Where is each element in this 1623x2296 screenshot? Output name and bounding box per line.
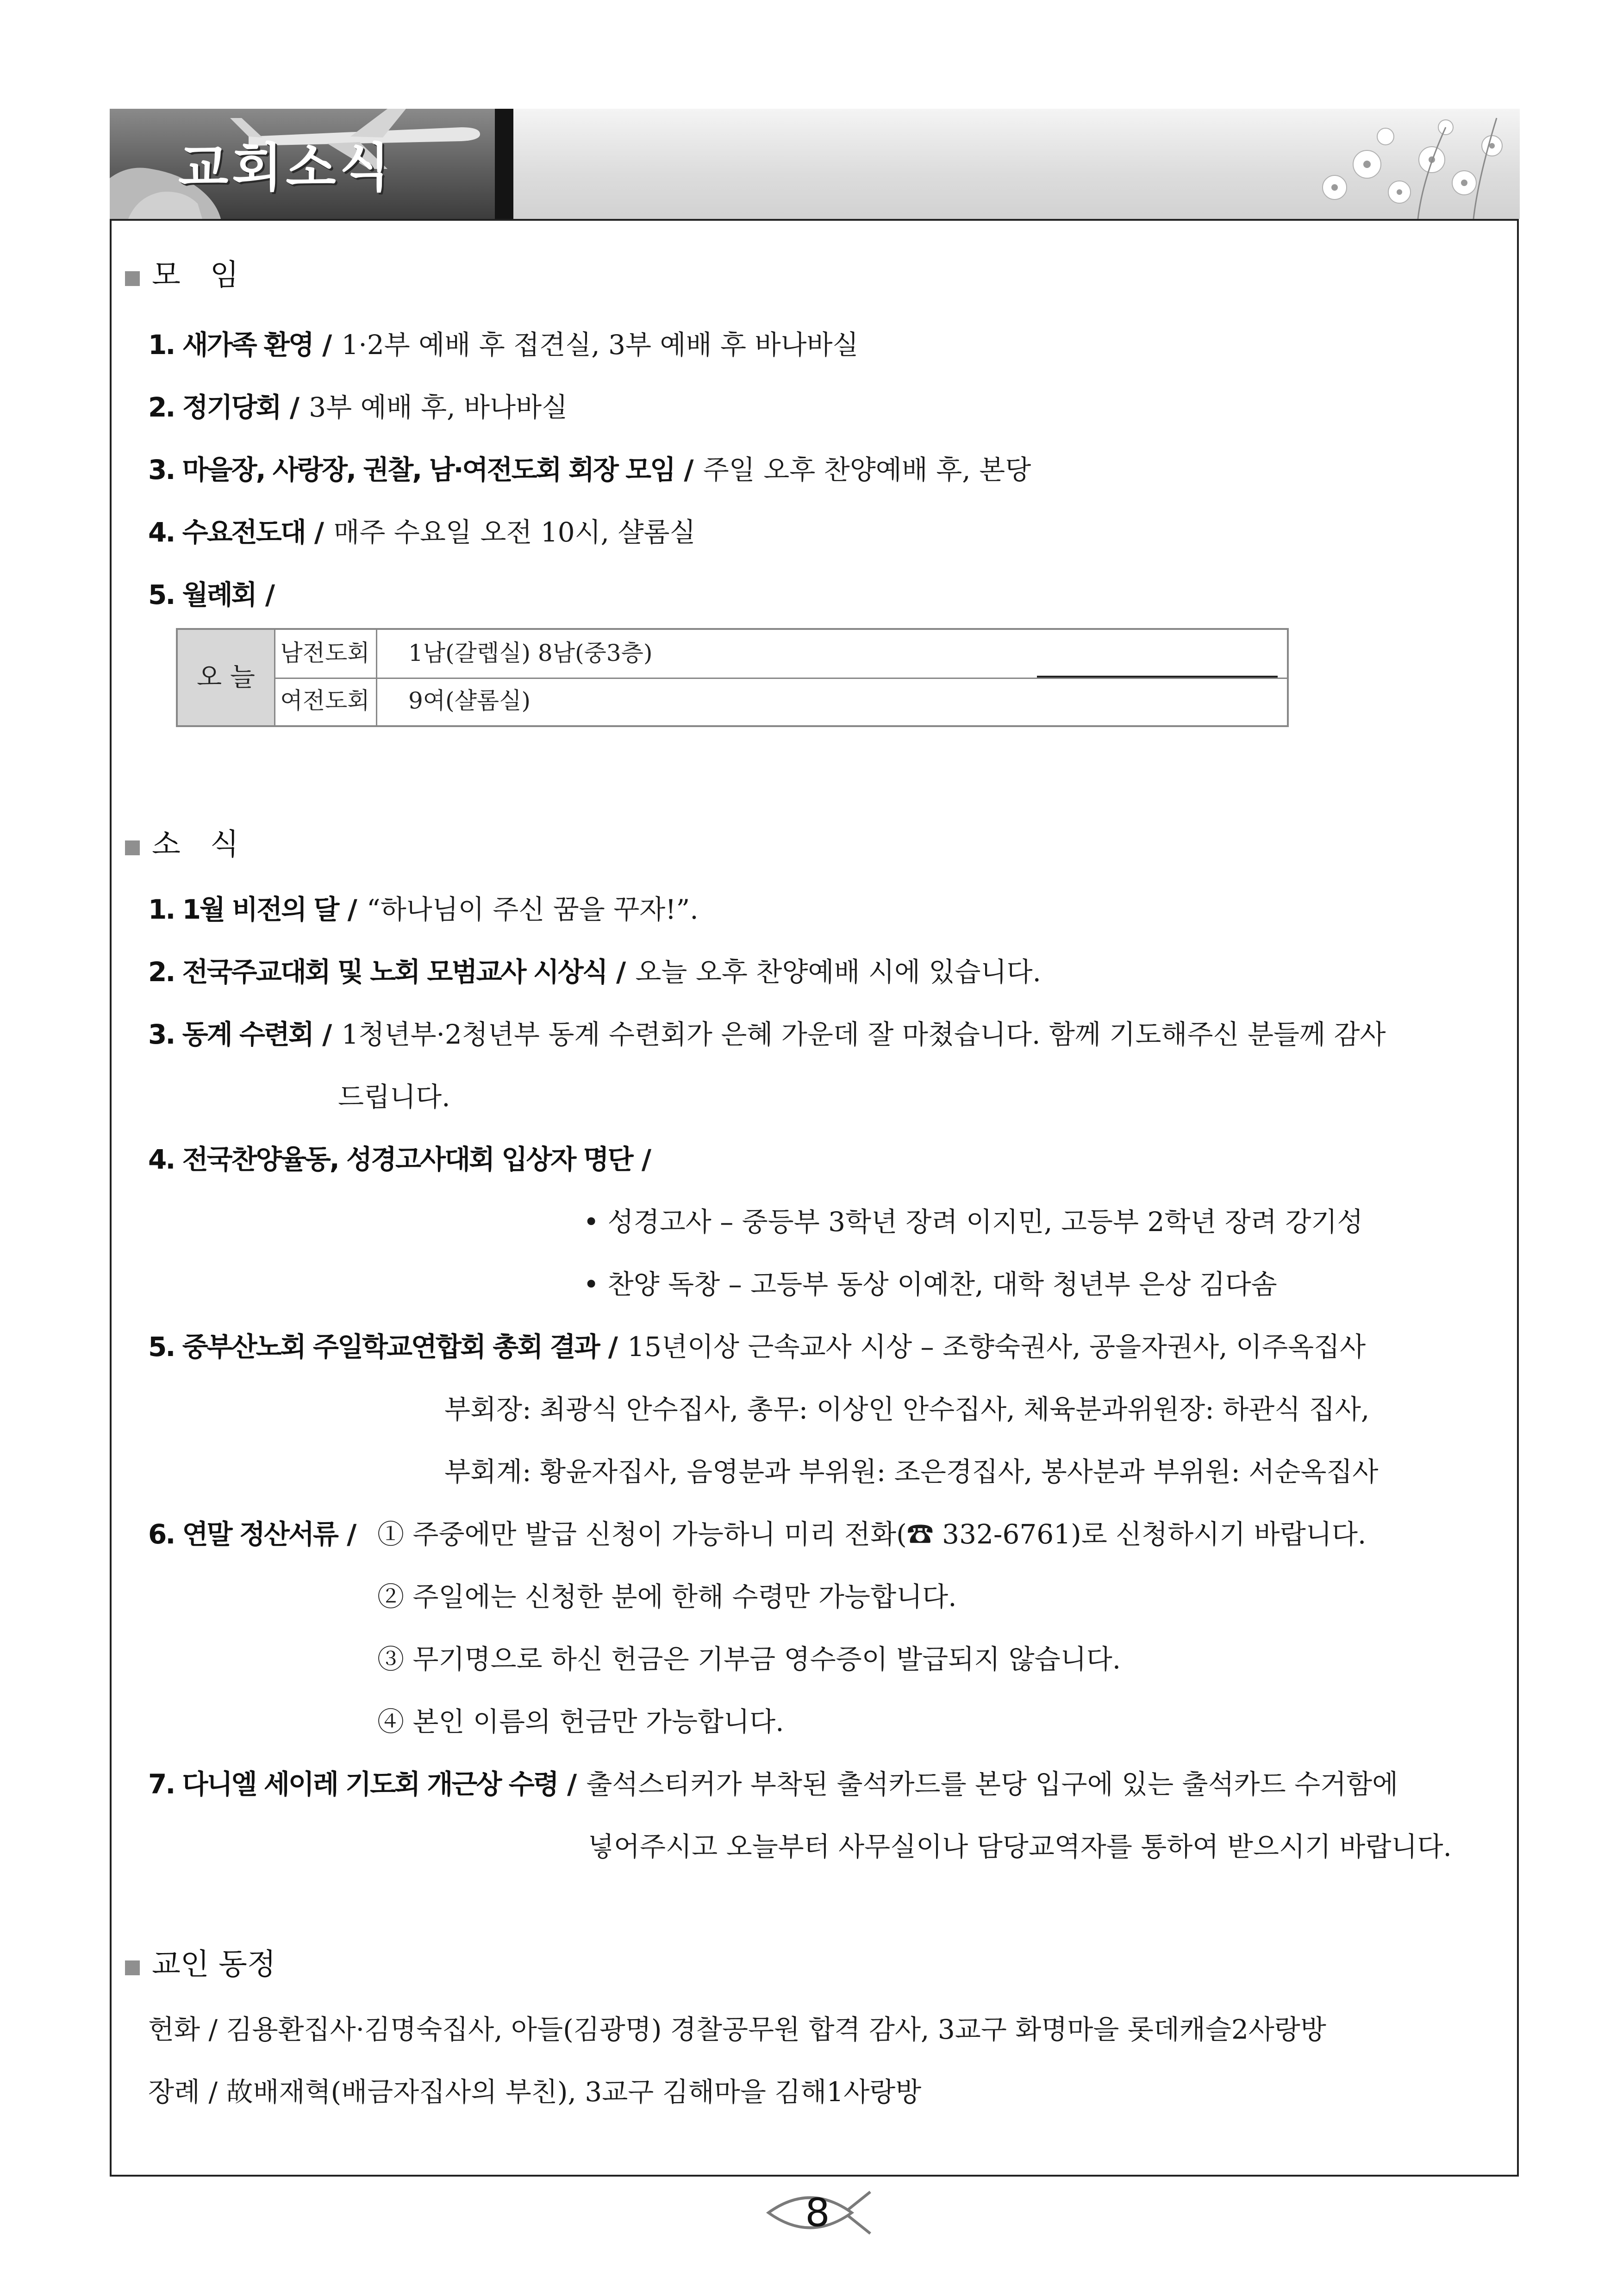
news-item-6-line: ③ 무기명으로 하신 헌금은 기부금 영수증이 발급되지 않습니다. — [377, 1643, 1121, 1675]
news-item-4: 4. 전국찬양율동, 성경고사대회 입상자 명단 / — [148, 1144, 652, 1175]
news-item-1: 1. 1월 비전의 달 / “하나님이 주신 꿈을 꾸자!”. — [148, 894, 699, 925]
news-item-3-continued: 드립니다. — [338, 1081, 450, 1113]
table-group-cell: 여전도회 — [274, 678, 377, 725]
flower-illustration — [1279, 109, 1520, 219]
page-number — [759, 2178, 875, 2247]
news-item-5: 5. 중부산노회 주일학교연합회 총회 결과 / 15년이상 근속교사 시상 – 조향숙권사, 공을자권사, 이주옥집사 — [148, 1331, 1366, 1363]
header-banner — [110, 109, 1520, 219]
news-item-4-bullet: • 성경고사 – 중등부 3학년 장려 이지민, 고등부 2학년 장려 강기성 — [583, 1206, 1363, 1238]
header-divider — [495, 109, 513, 219]
member-news-line: 장례 / 故배재혁(배금자집사의 부친), 3교구 김해마을 김해1사랑방 — [148, 2076, 922, 2108]
square-bullet-icon — [125, 1960, 140, 1975]
section-heading-members: 교인 동정 — [125, 1944, 276, 1985]
news-item-5-line: 부회장: 최광식 안수집사, 총무: 이상인 안수집사, 체육분과위원장: 하관식 집사, — [444, 1394, 1370, 1425]
meeting-item-5: 5. 월례회 / — [148, 579, 275, 610]
section-heading-meetings: 모 임 — [125, 255, 239, 296]
news-item-3: 3. 동계 수련회 / 1청년부·2청년부 동계 수련회가 은혜 가운데 잘 마쳤습니다. 함께 기도해주신 분들께 감사 — [148, 1019, 1386, 1050]
table-row — [274, 678, 1287, 725]
monthly-meeting-table — [176, 628, 1289, 727]
news-item-2: 2. 전국주교대회 및 노회 모범교사 시상식 / 오늘 오후 찬양예배 시에 있습니다. — [148, 956, 1041, 988]
square-bullet-icon — [125, 271, 140, 286]
header-title: 교회소식 — [178, 138, 393, 198]
news-item-6-line: ④ 본인 이름의 헌금만 가능합니다. — [377, 1706, 784, 1737]
news-item-7-continued: 넣어주시고 오늘부터 사무실이나 담당교역자를 통하여 받으시기 바랍니다. — [588, 1831, 1452, 1862]
table-group-cell: 남전도회 — [274, 630, 377, 678]
meeting-item-3: 3. 마을장, 사랑장, 권찰, 남·여전도회 회장 모임 / 주일 오후 찬양예배 후, 본당 — [148, 454, 1031, 485]
member-news-line: 헌화 / 김용환집사·김명숙집사, 아들(김광명) 경찰공무원 합격 감사, 3교구 화명마을 롯데캐슬2사랑방 — [148, 2014, 1326, 2045]
table-place-cell: 9여(샬롬실) — [408, 687, 531, 714]
meeting-item-4: 4. 수요전도대 / 매주 수요일 오전 10시, 샬롬실 — [148, 516, 696, 548]
header-decor-panel — [513, 109, 1520, 219]
page-number-text: 8 — [805, 2190, 830, 2235]
news-item-6-line: ① 주중에만 발급 신청이 가능하니 미리 전화(☎ 332-6761)로 신청하시기 바랍니다. — [377, 1518, 1367, 1550]
header-photo-panel — [110, 109, 495, 219]
square-bullet-icon — [125, 840, 140, 855]
news-item-5-line: 부회계: 황윤자집사, 음영분과 부위원: 조은경집사, 봉사분과 부위원: 서순옥집사 — [444, 1456, 1379, 1487]
news-item-6: 6. 연말 정산서류 / — [148, 1518, 357, 1550]
table-rule-line — [1037, 676, 1278, 678]
section-heading-news: 소 식 — [125, 824, 239, 865]
table-row — [274, 630, 1287, 679]
meeting-item-1: 1. 새가족 환영 / 1·2부 예배 후 접견실, 3부 예배 후 바나바실 — [148, 329, 859, 361]
news-item-6-line: ② 주일에는 신청한 분에 한해 수령만 가능합니다. — [377, 1581, 957, 1612]
news-item-4-bullet: • 찬양 독창 – 고등부 동상 이예찬, 대학 청년부 은상 김다솜 — [583, 1269, 1277, 1300]
table-today-cell: 오 늘 — [178, 630, 275, 725]
table-place-cell: 1남(갈렙실) 8남(중3층) — [408, 640, 653, 666]
meeting-item-2: 2. 정기당회 / 3부 예배 후, 바나바실 — [148, 392, 568, 423]
news-item-7: 7. 다니엘 세이레 기도회 개근상 수령 / 출석스티커가 부착된 출석카드를 본당 입구에 있는 출석카드 수거함에 — [148, 1768, 1398, 1800]
